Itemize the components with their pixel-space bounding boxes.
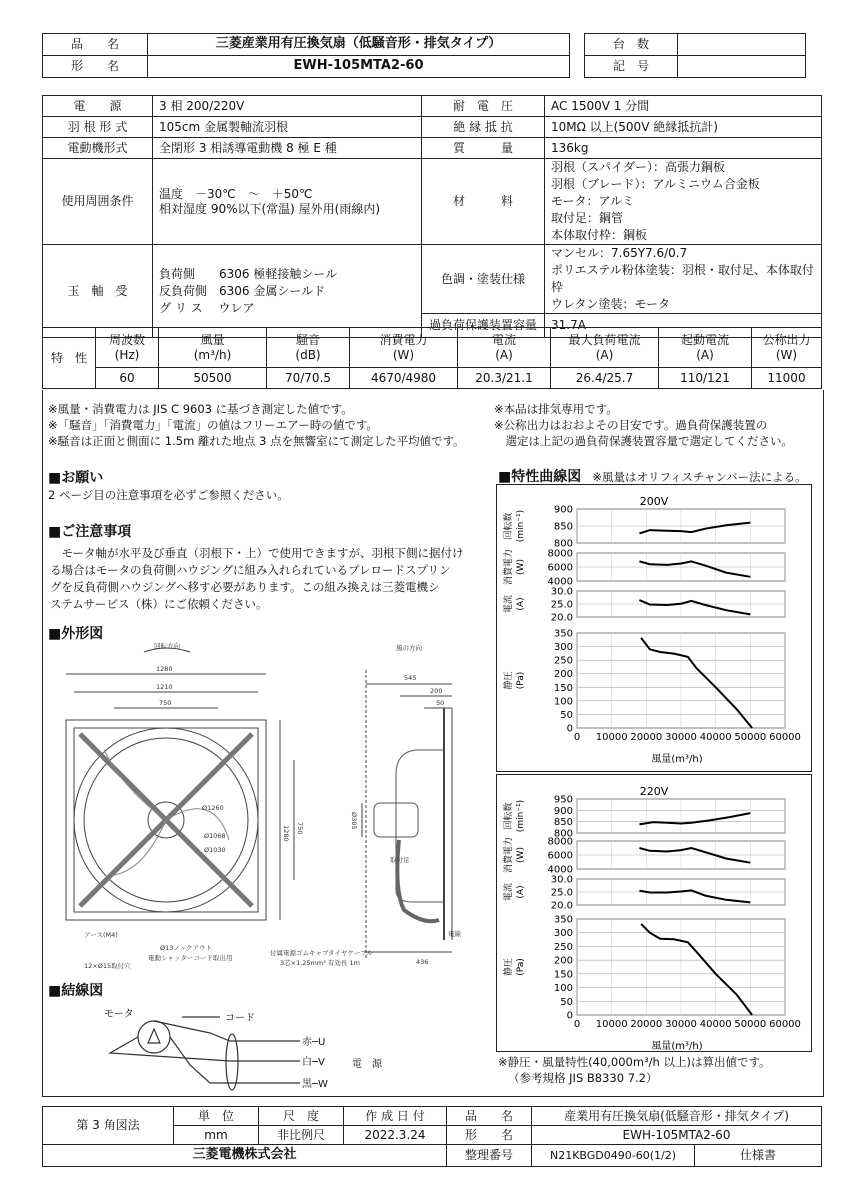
y-tick-label: 850 bbox=[553, 521, 573, 533]
label-cable: 付属電源ゴムキャブタイヤケーブル bbox=[270, 949, 373, 957]
x-tick-label: 40000 bbox=[699, 732, 732, 743]
x-tick-label: 20000 bbox=[630, 732, 663, 743]
shakudo-label: 尺 度 bbox=[259, 1107, 344, 1126]
chars-value: 26.4/25.7 bbox=[551, 368, 659, 389]
daisu-value bbox=[678, 34, 806, 56]
series-line-消費電力 bbox=[639, 561, 750, 576]
taiden-value: AC 1500V 1 分間 bbox=[545, 96, 822, 117]
color-item: ポリエステル粉体塗装：羽根・取付足、本体取付枠 bbox=[551, 263, 814, 294]
x-tick-label: 10000 bbox=[595, 1019, 628, 1030]
y-tick-label: 50 bbox=[560, 996, 573, 1008]
curve-notes bbox=[498, 1054, 771, 1086]
label-cord: 電線 bbox=[448, 930, 461, 938]
chars-header: 風量 (m³/h) bbox=[159, 328, 267, 368]
chart-200v bbox=[497, 485, 811, 771]
chars-value: 70/70.5 bbox=[267, 368, 350, 389]
curve-note-line: ※静圧・風量特性(40,000m³/h 以上)は算出値です。 bbox=[498, 1055, 771, 1069]
color-label: 色調・塗装仕様 bbox=[422, 245, 545, 314]
chars-header: 消費電力 (W) bbox=[350, 328, 458, 368]
label-750: 750 bbox=[159, 699, 172, 707]
env-humidity: 相対湿度 90%以下(常温) 屋外用(雨線内) bbox=[159, 201, 381, 216]
x-tick-label: 0 bbox=[573, 1019, 581, 1030]
hane-label: 羽 根 形 式 bbox=[43, 117, 153, 138]
chui-line: モータ軸が水平及び垂直（羽根下・上）で使用できますが、羽根下側に据付け bbox=[50, 546, 464, 560]
chars-value: 60 bbox=[96, 368, 159, 389]
zairyo-item: モータ：アルミ bbox=[551, 194, 635, 208]
y-tick-label: 900 bbox=[553, 504, 573, 516]
y-axis-unit: (A) bbox=[516, 885, 526, 899]
y-tick-label: 0 bbox=[566, 1010, 573, 1022]
zairyo-item: 羽根（ブレード）：アルミニウム合金板 bbox=[551, 177, 760, 191]
y-tick-label: 150 bbox=[553, 682, 573, 694]
note-line: 選定は上記の過負荷保護装置容量で選定してください。 bbox=[494, 434, 793, 448]
protect-value: 31.7A bbox=[545, 314, 822, 338]
wiring-cord-label: コード bbox=[225, 1013, 255, 1024]
y-axis-label: 回転数 bbox=[504, 512, 514, 540]
zairyo-item: 取付足：鋼管 bbox=[551, 211, 624, 225]
notes-right bbox=[494, 401, 819, 449]
zairyo-item: 羽根（スパイダー）：高張力鋼板 bbox=[551, 160, 726, 174]
company: 三菱電機株式会社 bbox=[43, 1145, 447, 1167]
x-tick-label: 50000 bbox=[734, 1019, 767, 1030]
dengen-label: 電 源 bbox=[43, 96, 153, 117]
wiring-source: 電 源 bbox=[352, 1059, 382, 1070]
hinmei-label-f: 品 名 bbox=[447, 1107, 532, 1126]
y-tick-label: 4000 bbox=[547, 864, 573, 876]
series-line-回転数 bbox=[639, 813, 750, 824]
chars-label: 特 性 bbox=[43, 328, 96, 389]
y-tick-label: 4000 bbox=[547, 576, 573, 588]
shitsuryo-value: 136kg bbox=[545, 138, 822, 159]
label-436: 436 bbox=[416, 958, 429, 966]
y-tick-label: 50 bbox=[560, 709, 573, 721]
chars-table bbox=[42, 327, 822, 389]
wiring-v: 白─V bbox=[302, 1057, 325, 1068]
y-axis-unit: (W) bbox=[516, 559, 526, 575]
doc-type: 仕様書 bbox=[695, 1145, 822, 1167]
katamei-label: 形 名 bbox=[43, 56, 148, 78]
zetsuen-value: 10MΩ 以上(500V 絶縁抵抗計) bbox=[545, 117, 822, 138]
sakusei-label: 作 成 日 付 bbox=[344, 1107, 447, 1126]
tani: mm bbox=[174, 1126, 259, 1145]
label-1210: 1210 bbox=[156, 683, 173, 691]
y-axis-label: 電流 bbox=[504, 882, 514, 902]
y-axis-label: 回転数 bbox=[504, 802, 514, 830]
x-tick-label: 50000 bbox=[734, 732, 767, 743]
bearing-value bbox=[153, 245, 422, 338]
x-tick-label: 10000 bbox=[595, 732, 628, 743]
x-tick-label: 0 bbox=[573, 732, 581, 743]
y-tick-label: 20.0 bbox=[550, 900, 573, 912]
wiring-u: 赤─U bbox=[302, 1037, 326, 1048]
y-tick-label: 350 bbox=[553, 628, 573, 640]
note-line: ※本品は排気専用です。 bbox=[494, 402, 618, 416]
y-tick-label: 20.0 bbox=[550, 612, 573, 624]
y-axis-unit: (Pa) bbox=[516, 671, 526, 690]
label-cable2: 3芯×1.25mm² 有効長 1m bbox=[280, 959, 360, 967]
chars-value: 110/121 bbox=[659, 368, 752, 389]
label-phi305: Ø305 bbox=[350, 812, 358, 830]
curve-title: ■特性曲線図 bbox=[498, 469, 582, 485]
sakusei: 2022.3.24 bbox=[344, 1126, 447, 1145]
label-50: 50 bbox=[436, 699, 445, 707]
chart-box-220 bbox=[496, 774, 812, 1052]
x-tick-label: 60000 bbox=[769, 1019, 801, 1030]
chart-220v bbox=[497, 775, 811, 1051]
series-line-電流 bbox=[639, 600, 750, 614]
label-v750: 750 bbox=[296, 822, 304, 835]
shitsuryo-label: 質 量 bbox=[422, 138, 545, 159]
color-item: ウレタン塗装：モータ bbox=[551, 297, 671, 311]
chui-title: ■ご注意事項 bbox=[48, 524, 132, 540]
footer-table bbox=[42, 1106, 822, 1167]
label-phi1260: Ø1260 bbox=[202, 804, 224, 812]
y-axis-unit: (min⁻¹) bbox=[516, 799, 526, 833]
label-ashi: 取付足 bbox=[390, 856, 410, 864]
chars-header: 公称出力 (W) bbox=[752, 328, 822, 368]
label-earth: アース(M4) bbox=[84, 931, 118, 939]
y-tick-label: 8000 bbox=[547, 836, 573, 848]
chart-title: 220V bbox=[639, 785, 669, 798]
y-tick-label: 800 bbox=[553, 538, 573, 550]
x-axis-label: 風量(m³/h) bbox=[651, 1041, 703, 1051]
label-phi1068: Ø1068 bbox=[204, 832, 226, 840]
x-tick-label: 30000 bbox=[665, 732, 697, 743]
y-axis-label: 消費電力 bbox=[504, 836, 514, 874]
y-tick-label: 800 bbox=[553, 828, 573, 840]
onegai-text: 2 ページ目の注意事項を必ずご参照ください。 bbox=[48, 488, 289, 502]
x-tick-label: 40000 bbox=[699, 1019, 732, 1030]
y-tick-label: 0 bbox=[566, 723, 573, 735]
label-holes: 12×Ø15取付穴 bbox=[84, 962, 131, 970]
hinmei-label: 品 名 bbox=[43, 34, 148, 56]
spec-table bbox=[42, 95, 822, 338]
env-temp: 温度 －30℃ ～ ＋50℃ bbox=[159, 186, 313, 201]
y-axis-label: 静圧 bbox=[504, 671, 514, 690]
y-tick-label: 200 bbox=[553, 955, 573, 967]
kigo-label: 記 号 bbox=[585, 56, 678, 78]
y-tick-label: 30.0 bbox=[550, 874, 573, 886]
zairyo-item: 本体取付枠：鋼板 bbox=[551, 228, 648, 242]
y-tick-label: 900 bbox=[553, 805, 573, 817]
x-tick-label: 30000 bbox=[665, 1019, 697, 1030]
header-count-table bbox=[584, 33, 806, 78]
outline-drawing bbox=[44, 640, 488, 980]
x-tick-label: 60000 bbox=[769, 732, 801, 743]
y-tick-label: 6000 bbox=[547, 562, 573, 574]
note-line: ※騒音は正面と側面に 1.5m 離れた地点 3 点を無響室にて測定した平均値です。 bbox=[48, 434, 465, 448]
y-tick-label: 850 bbox=[553, 817, 573, 829]
seiri-label: 整理番号 bbox=[447, 1145, 532, 1167]
y-axis-label: 静圧 bbox=[504, 957, 514, 977]
daisu-label: 台 数 bbox=[585, 34, 678, 56]
note-line: ※風量・消費電力は JIS C 9603 に基づき測定した値です。 bbox=[48, 402, 353, 416]
y-tick-label: 200 bbox=[553, 669, 573, 681]
curve-note: ※風量はオリフィスチャンバー法による。 bbox=[592, 470, 807, 484]
chars-header: 周波数 (Hz) bbox=[96, 328, 159, 368]
label-v1280: 1280 bbox=[282, 825, 290, 842]
motor-label: 電動機形式 bbox=[43, 138, 153, 159]
curve-note-line: （参考規格 JIS B8330 7.2） bbox=[508, 1071, 658, 1085]
label-flow: 風の方向 bbox=[396, 644, 422, 652]
notes-left bbox=[48, 401, 488, 449]
chart-box-200 bbox=[496, 484, 812, 772]
bearing-item: グ リ ス ウレア bbox=[159, 300, 255, 315]
y-tick-label: 300 bbox=[553, 642, 573, 654]
kigo-value bbox=[678, 56, 806, 78]
y-axis-unit: (Pa) bbox=[516, 958, 526, 976]
zetsuen-label: 絶 縁 抵 抗 bbox=[422, 117, 545, 138]
katamei-value: EWH-105MTA2-60 bbox=[148, 56, 570, 78]
env-value bbox=[153, 159, 422, 245]
seiri: N21KBGD0490-60(1/2) bbox=[532, 1145, 695, 1167]
note-line: ※「騒音」「消費電力」「電流」の値はフリーエアー時の値です。 bbox=[48, 418, 378, 432]
y-tick-label: 350 bbox=[553, 914, 573, 926]
y-axis-label: 電流 bbox=[504, 594, 514, 614]
bearing-label: 玉 軸 受 bbox=[43, 245, 153, 338]
bearing-item: 反負荷側 6306 金属シールド bbox=[159, 283, 326, 298]
label-wire2: 電動シャッターコード取出用 bbox=[148, 954, 233, 962]
chars-header: 電流 (A) bbox=[458, 328, 551, 368]
y-tick-label: 950 bbox=[553, 794, 573, 806]
y-tick-label: 8000 bbox=[547, 548, 573, 560]
hinmei-value: 三菱産業用有圧換気扇（低騒音形・排気タイプ） bbox=[148, 34, 570, 56]
y-axis-unit: (A) bbox=[516, 597, 526, 611]
y-tick-label: 6000 bbox=[547, 850, 573, 862]
series-line-消費電力 bbox=[639, 848, 750, 863]
kessen-title: ■結線図 bbox=[48, 983, 104, 999]
y-axis-unit: (W) bbox=[516, 847, 526, 863]
series-line-回転数 bbox=[639, 523, 750, 534]
hane-value: 105cm 金属製軸流羽根 bbox=[153, 117, 422, 138]
chui-line: グを反負荷側ハウジングへ移す必要があります。この組み換えは三菱電機シ bbox=[50, 580, 440, 594]
color-value bbox=[545, 245, 822, 314]
chars-value: 50500 bbox=[159, 368, 267, 389]
bearing-item: 負荷側 6306 極軽接触シール bbox=[159, 266, 338, 281]
y-axis-unit: (min⁻¹) bbox=[516, 509, 526, 543]
chui-text bbox=[50, 545, 480, 613]
label-1280: 1280 bbox=[156, 665, 173, 673]
y-tick-label: 250 bbox=[553, 655, 573, 667]
y-tick-label: 150 bbox=[553, 969, 573, 981]
y-tick-label: 300 bbox=[553, 928, 573, 940]
x-tick-label: 20000 bbox=[630, 1019, 663, 1030]
header-table bbox=[42, 33, 570, 78]
wiring-motor-label: モータ bbox=[104, 1009, 134, 1020]
taiden-label: 耐 電 圧 bbox=[422, 96, 545, 117]
protect-label: 過負荷保護装置容量 bbox=[422, 314, 545, 338]
x-axis-label: 風量(m³/h) bbox=[651, 754, 703, 765]
label-phi1030: Ø1030 bbox=[204, 846, 226, 854]
y-tick-label: 100 bbox=[553, 983, 573, 995]
chars-header: 起動電流 (A) bbox=[659, 328, 752, 368]
katamei-f: EWH-105MTA2-60 bbox=[532, 1126, 822, 1145]
label-wire1: Ø13ノックアウト bbox=[160, 944, 212, 952]
curve-heading bbox=[498, 466, 807, 486]
chars-header: 騒音 (dB) bbox=[267, 328, 350, 368]
env-label: 使用周囲条件 bbox=[43, 159, 153, 245]
chars-value: 4670/4980 bbox=[350, 368, 458, 389]
motor-value: 全閉形 3 相誘導電動機 8 極 E 種 bbox=[153, 138, 422, 159]
y-tick-label: 30.0 bbox=[550, 586, 573, 598]
y-tick-label: 100 bbox=[553, 696, 573, 708]
chui-line: ステムサービス（株）にご依頼ください。 bbox=[50, 597, 268, 611]
chars-value: 20.3/21.1 bbox=[458, 368, 551, 389]
wiring-w: 黒─W bbox=[302, 1079, 328, 1090]
color-item: マンセル：7.65Y7.6/0.7 bbox=[551, 246, 688, 260]
wiring-diagram bbox=[90, 1005, 390, 1095]
onegai-title: ■お願い bbox=[48, 470, 104, 486]
label-545: 545 bbox=[404, 674, 417, 682]
label-rot: 回転方向 bbox=[154, 642, 180, 650]
y-axis-label: 消費電力 bbox=[504, 548, 514, 586]
zairyo-value bbox=[545, 159, 822, 245]
zairyo-label: 材 料 bbox=[422, 159, 545, 245]
tani-label: 単 位 bbox=[174, 1107, 259, 1126]
chart-title: 200V bbox=[639, 495, 669, 508]
y-tick-label: 25.0 bbox=[550, 887, 573, 899]
katamei-label-f: 形 名 bbox=[447, 1126, 532, 1145]
dengen-value: 3 相 200/220V bbox=[153, 96, 422, 117]
gaikei-title: ■外形図 bbox=[48, 626, 104, 642]
note-line: ※公称出力はおおよその目安です。過負荷保護装置の bbox=[494, 418, 768, 432]
y-tick-label: 25.0 bbox=[550, 599, 573, 611]
hinmei-f: 産業用有圧換気扇(低騒音形・排気タイプ) bbox=[532, 1107, 822, 1126]
chars-header: 最大負荷電流 (A) bbox=[551, 328, 659, 368]
sankaku: 第 3 角図法 bbox=[43, 1107, 174, 1145]
label-200: 200 bbox=[430, 687, 443, 695]
chars-value: 11000 bbox=[752, 368, 822, 389]
shakudo: 非比例尺 bbox=[259, 1126, 344, 1145]
chui-line: る場合はモータの負荷側ハウジングに組み入れられているプレロードスプリン bbox=[50, 563, 451, 577]
y-tick-label: 250 bbox=[553, 941, 573, 953]
